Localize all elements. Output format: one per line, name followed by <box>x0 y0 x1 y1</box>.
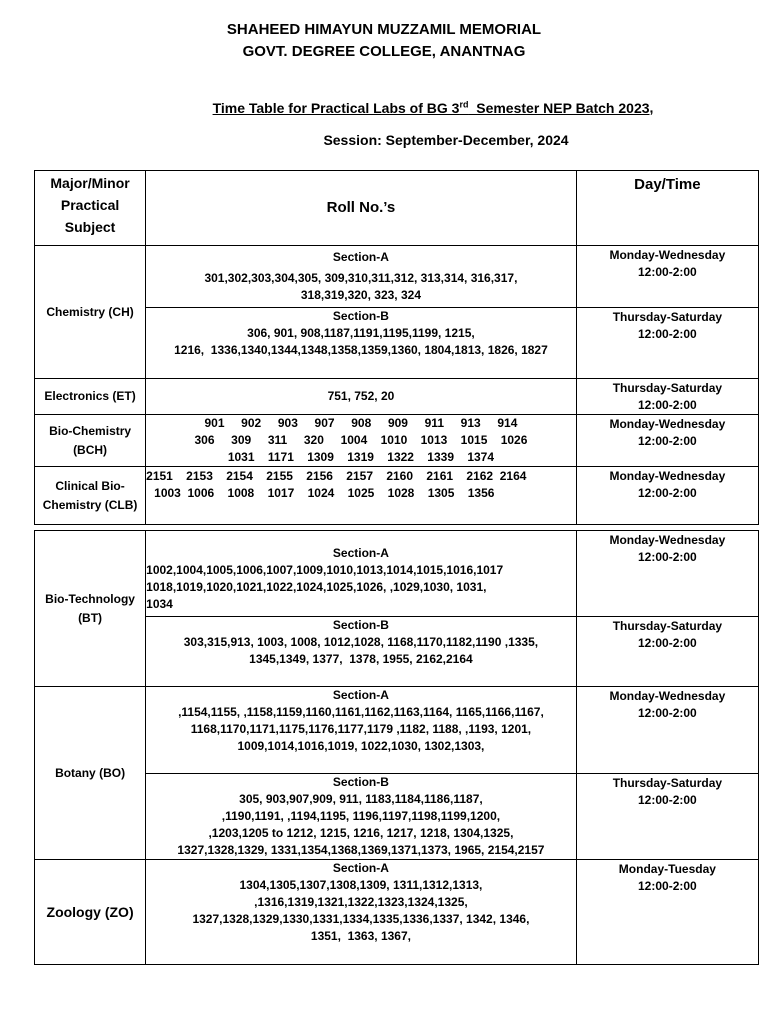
table-row-zo-a <box>35 860 759 965</box>
time-text: 12:00-2:00 <box>638 793 697 807</box>
roll-line: 901 902 903 907 908 909 911 913 914 <box>204 416 518 430</box>
roll-line: 1216, 1336,1340,1344,1348,1358,1359,1360, 1804,1813, 1826, 1827 <box>174 343 548 357</box>
roll-line: ,1190,1191, ,1194,1195, 1196,1197,1198,1199,1200, <box>221 809 501 823</box>
day-text: Monday-Wednesday <box>609 469 726 483</box>
section-label: Section-A <box>332 250 389 264</box>
college-name-line1: SHAHEED HIMAYUN MUZZAMIL MEMORIAL <box>226 21 542 38</box>
daytime-ch-section-a <box>576 246 758 308</box>
section-label: Section-A <box>332 546 389 560</box>
subject-biochemistry: Bio-Chemistry (BCH) <box>35 415 146 467</box>
roll-line: 1327,1328,1329,1330,1331,1334,1335,1336,1337, 1342, 1346, <box>192 912 530 926</box>
subject-zoology: Zoology (ZO) <box>35 860 146 965</box>
daytime-et <box>576 379 758 415</box>
day-text: Monday-Wednesday <box>609 248 726 262</box>
daytime-bch <box>576 415 758 467</box>
roll-line: ,1154,1155, ,1158,1159,1160,1161,1162,1163,1164, 1165,1166,1167, <box>178 705 544 719</box>
rolls-bo-section-b <box>146 774 577 860</box>
day-text: Thursday-Saturday <box>612 619 723 633</box>
rolls-bo-section-a <box>146 687 577 774</box>
time-text: 12:00-2:00 <box>638 434 697 448</box>
roll-line: 1018,1019,1020,1021,1022,1024,1025,1026, ,1029,1030, 1031, <box>146 580 487 594</box>
day-text: Thursday-Saturday <box>612 776 723 790</box>
daytime-zo-section-a <box>576 860 758 965</box>
time-text: 12:00-2:00 <box>638 706 697 720</box>
section-label: Section-A <box>332 688 389 702</box>
table-header-row <box>35 171 759 246</box>
rolls-ch-section-a <box>146 246 577 308</box>
day-text: Thursday-Saturday <box>612 310 723 324</box>
daytime-clb <box>576 467 758 525</box>
title-superscript: rd <box>459 99 469 109</box>
time-text: 12:00-2:00 <box>638 636 697 650</box>
roll-line: ,1316,1319,1321,1322,1323,1324,1325, <box>254 895 468 909</box>
time-text: 12:00-2:00 <box>638 265 697 279</box>
table-row-clb <box>35 467 759 525</box>
daytime-bo-section-a <box>576 687 758 774</box>
subject-electronics: Electronics (ET) <box>35 379 146 415</box>
title-text: Time Table for Practical Labs of BG 3 <box>212 99 460 116</box>
table-row-ch-a <box>35 246 759 308</box>
time-text: 12:00-2:00 <box>638 398 697 412</box>
rolls-et: 751, 752, 20 <box>146 379 577 415</box>
section-label: Section-B <box>332 775 389 789</box>
roll-line: 306, 901, 908,1187,1191,1195,1199, 1215, <box>247 326 475 340</box>
table-row-bt-a <box>35 531 759 617</box>
title-text-rest: Semester NEP Batch 2023 <box>468 99 650 116</box>
roll-line: 1168,1170,1171,1175,1176,1177,1179 ,1182, 1188, ,1193, 1201, <box>190 722 532 736</box>
col-header-daytime: Day/Time <box>576 171 758 246</box>
rolls-clb <box>146 467 577 525</box>
document-title <box>0 95 768 117</box>
subject-biotechnology: Bio-Technology (BT) <box>35 531 146 687</box>
section-label: Section-B <box>332 618 389 632</box>
rolls-zo-section-a <box>146 860 577 965</box>
daytime-ch-section-b <box>576 308 758 379</box>
roll-line: 1009,1014,1016,1019, 1022,1030, 1302,1303, <box>237 739 485 753</box>
title-comma: , <box>649 99 654 116</box>
table-row-et <box>35 379 759 415</box>
time-text: 12:00-2:00 <box>638 327 697 341</box>
roll-line: 306 309 311 320 1004 1010 1013 1015 1026 <box>194 433 528 447</box>
section-label: Section-B <box>332 309 389 323</box>
roll-line: 303,315,913, 1003, 1008, 1012,1028, 1168,1170,1182,1190 ,1335, <box>183 635 539 649</box>
time-text: 12:00-2:00 <box>638 550 697 564</box>
day-text: Monday-Wednesday <box>609 689 726 703</box>
roll-line: 1304,1305,1307,1308,1309, 1311,1312,1313, <box>239 878 483 892</box>
col-header-subject: Major/Minor Practical Subject <box>35 171 146 246</box>
rolls-bch <box>146 415 577 467</box>
day-text: Thursday-Saturday <box>612 381 723 395</box>
subject-clinical-biochemistry: Clinical Bio-Chemistry (CLB) <box>35 467 146 525</box>
roll-line: 1345,1349, 1377, 1378, 1955, 2162,2164 <box>249 652 473 666</box>
time-text: 12:00-2:00 <box>638 879 697 893</box>
rolls-bt-section-a <box>146 531 577 617</box>
roll-line: 318,319,320, 323, 324 <box>300 288 421 302</box>
subject-chemistry: Chemistry (CH) <box>35 246 146 379</box>
daytime-bo-section-b <box>576 774 758 860</box>
day-text: Monday-Tuesday <box>618 862 716 876</box>
roll-line: 1002,1004,1005,1006,1007,1009,1010,1013,1014,1015,1016,1017 <box>146 563 504 577</box>
table-row-bch <box>35 415 759 467</box>
subject-botany: Botany (BO) <box>35 687 146 860</box>
timetable-part-1 <box>34 170 759 525</box>
roll-line: 1003 1006 1008 1017 1024 1025 1028 1305 1356 <box>154 486 495 500</box>
roll-line: 1031 1171 1309 1319 1322 1339 1374 <box>227 450 495 464</box>
roll-line: 1351, 1363, 1367, <box>310 929 411 943</box>
col-header-rolls: Roll No.’s <box>146 171 577 246</box>
rolls-ch-section-b <box>146 308 577 379</box>
day-text: Monday-Wednesday <box>609 533 726 547</box>
day-text: Monday-Wednesday <box>609 417 726 431</box>
time-text: 12:00-2:00 <box>638 486 697 500</box>
roll-line: 305, 903,907,909, 911, 1183,1184,1186,1187, <box>239 792 483 806</box>
section-label: Section-A <box>332 861 389 875</box>
session-line: Session: September-December, 2024 <box>323 132 569 148</box>
daytime-bt-section-a <box>576 531 758 617</box>
college-name-line2: GOVT. DEGREE COLLEGE, ANANTNAG <box>242 43 526 60</box>
timetable-part-2 <box>34 530 759 965</box>
roll-line: ,1203,1205 to 1212, 1215, 1216, 1217, 1218, 1304,1325, <box>208 826 514 840</box>
table-row-bo-a <box>35 687 759 774</box>
rolls-bt-section-b <box>146 617 577 687</box>
daytime-bt-section-b <box>576 617 758 687</box>
roll-line: 2151 2153 2154 2155 2156 2157 2160 2161 2162 2164 <box>146 469 527 483</box>
roll-line: 301,302,303,304,305, 309,310,311,312, 313,314, 316,317, <box>204 271 518 285</box>
roll-line: 1327,1328,1329, 1331,1354,1368,1369,1371,1373, 1965, 2154,2157 <box>177 843 545 857</box>
roll-line: 1034 <box>146 597 173 611</box>
